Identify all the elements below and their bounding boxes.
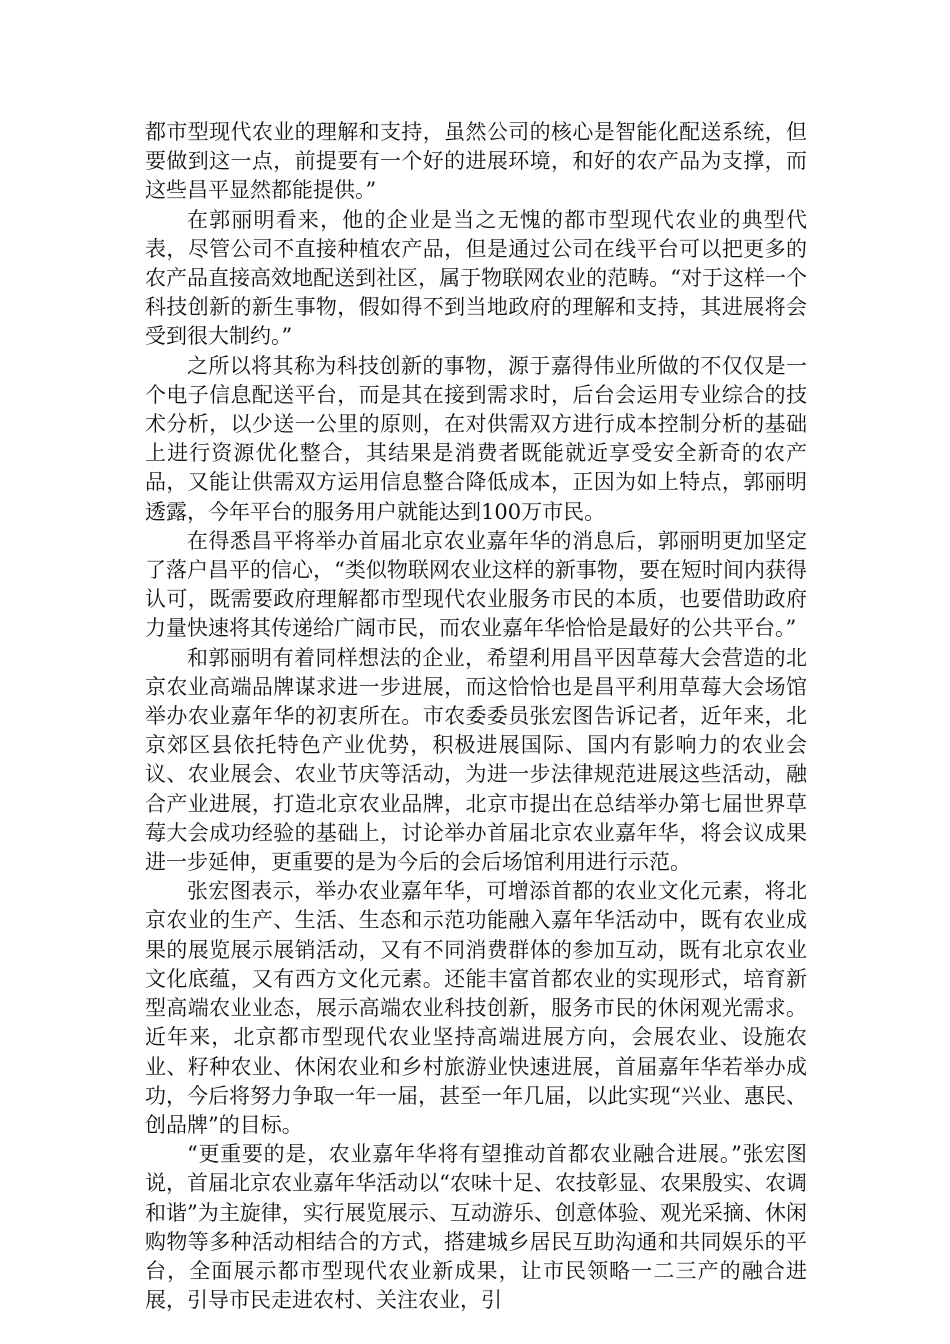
- paragraph-6: 张宏图表示，举办农业嘉年华，可增添首都的农业文化元素，将北京农业的生产、生活、生态和示范功能融入嘉年华活动中，既有农业成果的展览展示展销活动，又有不同消费群体的参加互动，既有北京农业文化底蕴，又有西方文化元素。还能丰富首都农业的实现形式，培育新型高端农业业态，展示高端农业科技创新，服务市民的休闲观光需求。近年来，北京都市型现代农业坚持高端进展方向，会展农业、设施农业、籽种农业、休闲农业和乡村旅游业快速进展，首届嘉年华若举办成功，今后将努力争取一年一届，甚至一年几届，以此实现“兴业、惠民、创品牌”的目标。: [145, 879, 807, 1137]
- paragraph-1: 都市型现代农业的理解和支持，虽然公司的核心是智能化配送系统，但要做到这一点，前提要有一个好的进展环境，和好的农产品为支撑，而这些昌平显然都能提供。”: [145, 120, 807, 203]
- paragraph-2: 在郭丽明看来，他的企业是当之无愧的都市型现代农业的典型代表，尽管公司不直接种植农产品，但是通过公司在线平台可以把更多的农产品直接高效地配送到社区，属于物联网农业的范畴。“对于这样一个科技创新的新生事物，假如得不到当地政府的理解和支持，其进展将会受到很大制约。”: [145, 207, 807, 349]
- paragraph-3: 之所以将其称为科技创新的事物，源于嘉得伟业所做的不仅仅是一个电子信息配送平台，而是其在接到需求时，后台会运用专业综合的技术分析，以少送一公里的原则，在对供需双方进行成本控制分析的基础上进行资源优化整合，其结果是消费者既能就近享受安全新奇的农产品，又能让供需双方运用信息整合降低成本，正因为如上特点，郭丽明透露，今年平台的服务用户就能达到100万市民。: [145, 353, 807, 524]
- paragraph-5: 和郭丽明有着同样想法的企业，希望利用昌平因草莓大会营造的北京农业高端品牌谋求进一步进展，而这恰恰也是昌平利用草莓大会场馆举办农业嘉年华的初衷所在。市农委委员张宏图告诉记者，近年来，北京郊区县依托特色产业优势，积极进展国际、国内有影响力的农业会议、农业展会、农业节庆等活动，为进一步法律规范进展这些活动，融合产业进展，打造北京农业品牌，北京市提出在总结举办第七届世界草莓大会成功经验的基础上，讨论举办首届北京农业嘉年华，将会议成果进一步延伸，更重要的是为今后的会后场馆利用进行示范。: [145, 645, 807, 875]
- article-body: [145, 118, 807, 1315]
- paragraph-4: 在得悉昌平将举办首届北京农业嘉年华的消息后，郭丽明更加坚定了落户昌平的信心，“类似物联网农业这样的新事物，要在短时间内获得认可，既需要政府理解都市型现代农业服务市民的本质，也要借助政府力量快速将其传递给广阔市民，而农业嘉年华恰恰是最好的公共平台。”: [145, 528, 807, 641]
- paragraph-7: “更重要的是，农业嘉年华将有望推动首都农业融合进展。”张宏图说，首届北京农业嘉年华活动以“农味十足、农技彰显、农果殷实、农调和谐”为主旋律，实行展览展示、互动游乐、创意体验、观光采摘、休闲购物等多种活动相结合的方式，搭建城乡居民互助沟通和共同娱乐的平台，全面展示都市型现代农业新成果，让市民领略一二三产的融合进展，引导市民走进农村、关注农业，引: [145, 1142, 807, 1313]
